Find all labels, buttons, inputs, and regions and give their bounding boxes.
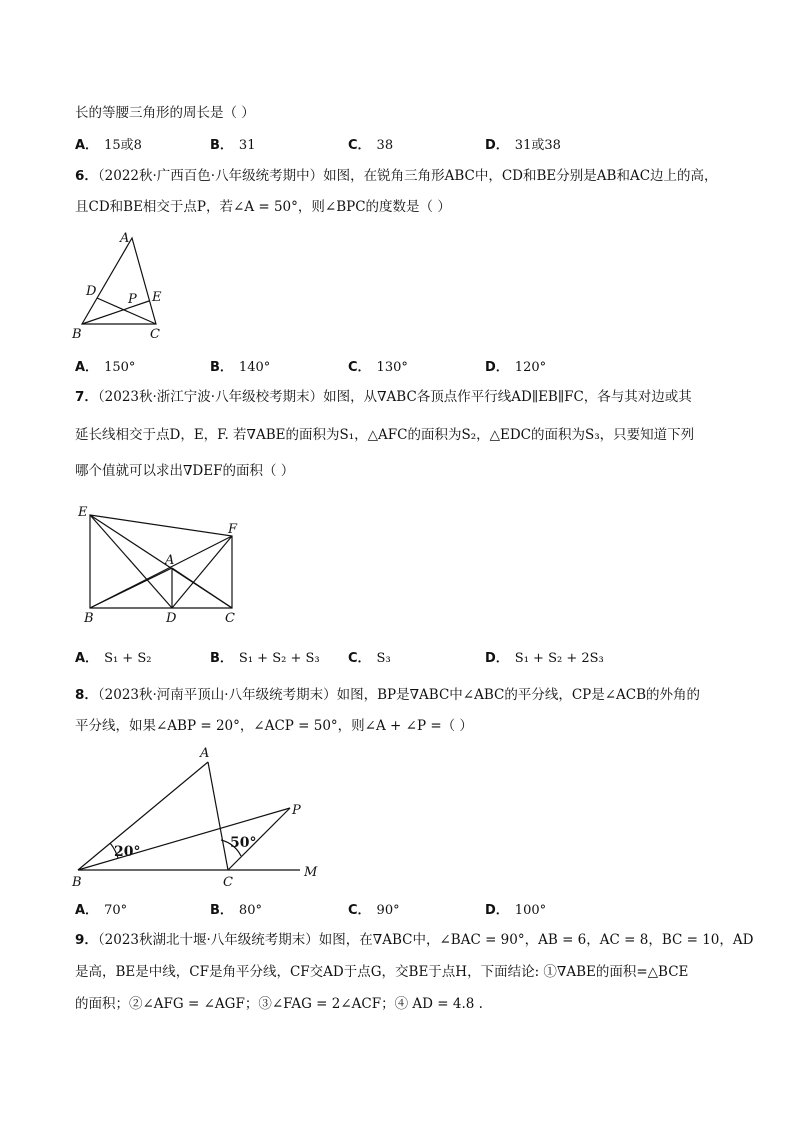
q8-line1: 8．（2023秋·河南平顶山·八年级统考期末）如图，BP是∇ABC中∠ABC的平分线，CP是∠ACB的外角的 [75, 687, 701, 703]
q9-line2: 是高，BE是中线，CF是角平分线，CF交AD于点G，交BE于点H，下面结论: ①∇ABE的面积=△BCE [75, 964, 689, 980]
q7-line-bf [90, 536, 232, 608]
q5-choice-c[interactable]: C． 38 [348, 138, 394, 153]
q6-label-a: A [120, 231, 130, 246]
q7-number: 7． [75, 389, 98, 405]
q7-choice-a[interactable]: A． S₁ + S₂ [75, 651, 152, 666]
q6-label-p: P [128, 292, 137, 307]
q6-choices [75, 356, 715, 376]
q7-line3: 哪个值就可以求出∇DEF的面积（ ） [75, 463, 295, 479]
q9-line1: 9．（2023秋湖北十堰·八年级统考期末）如图，在∇ABC中，∠BAC = 90°，AB = 6，AC = 8，BC = 10，AD [75, 932, 754, 948]
q8-choices [75, 899, 715, 919]
q8-number: 8． [75, 687, 98, 703]
q8-choice-a[interactable]: A． 70° [75, 903, 128, 918]
q8-side-ac [208, 762, 228, 870]
q7-label-c: C [225, 611, 235, 626]
q7-line-ed [90, 515, 175, 608]
q6-line1: 6．（2022秋·广西百色·八年级统考期中）如图，在锐角三角形ABC中，CD和BE分别是AB和AC边上的高， [75, 168, 718, 184]
q7-label-a: A [165, 553, 175, 568]
q8-label-p: P [292, 803, 301, 818]
q8-label-20deg: 20° [114, 844, 141, 860]
q7-choice-d[interactable]: D． S₁ + S₂ + 2S₃ [485, 651, 604, 666]
q6-choice-a[interactable]: A． 150° [75, 360, 136, 375]
q8-choice-c[interactable]: C． 90° [348, 903, 400, 918]
q6-number: 6． [75, 168, 98, 184]
q7-choice-b[interactable]: B． S₁ + S₂ + S₃ [210, 651, 320, 666]
q7-line-df [172, 536, 232, 608]
q5-choice-d[interactable]: D． 31或38 [485, 138, 561, 153]
q6-label-d: D [86, 284, 97, 299]
q8-label-a: A [200, 746, 210, 761]
q8-angle-bisector-figure [70, 740, 340, 890]
q8-choice-d[interactable]: D． 100° [485, 903, 547, 918]
q7-line2: 延长线相交于点D，E，F. 若∇ABE的面积为S₁，△AFC的面积为S₂，△EDC的面积为S₃，只要知道下列 [75, 427, 695, 443]
q9-number: 9． [75, 932, 98, 948]
q6-choice-b[interactable]: B． 140° [210, 360, 271, 375]
q8-label-b: B [72, 875, 82, 890]
q7-label-e: E [78, 505, 88, 520]
q5-text: 长的等腰三角形的周长是（ ） [75, 105, 255, 121]
q7-label-d: D [166, 611, 177, 626]
q6-triangle-figure [70, 228, 180, 343]
q5-choice-a[interactable]: A． 15或8 [75, 138, 142, 153]
q6-label-b: B [72, 327, 82, 342]
q5-choice-b[interactable]: B． 31 [210, 138, 256, 153]
q8-line2: 平分线，如果∠ABP = 20°，∠ACP = 50°，则∠A + ∠P =（ ） [75, 718, 473, 734]
q7-line-ac [172, 568, 232, 608]
q8-choice-b[interactable]: B． 80° [210, 903, 262, 918]
q6-line2: 且CD和BE相交于点P，若∠A = 50°，则∠BPC的度数是（ ） [75, 199, 451, 215]
q8-label-50deg: 50° [230, 835, 257, 851]
q7-line1: 7．（2023秋·浙江宁波·八年级校考期末）如图，从∇ABC各顶点作平行线AD∥EB∥FC，各与其对边或其 [75, 389, 692, 405]
q7-choice-c[interactable]: C． S₃ [348, 651, 391, 666]
q6-choice-c[interactable]: C． 130° [348, 360, 408, 375]
q5-choices [75, 134, 715, 154]
q8-label-c: C [223, 875, 233, 890]
q7-parallel-lines-figure [70, 500, 250, 628]
q9-line3: 的面积；②∠AFG = ∠AGF；③∠FAG = 2∠ACF；④ AD = 4.8 . [75, 996, 483, 1012]
q7-choices [75, 647, 715, 667]
q6-label-e: E [152, 290, 162, 305]
q6-label-c: C [150, 327, 160, 342]
q6-choice-d[interactable]: D． 120° [485, 360, 547, 375]
q7-label-b: B [84, 611, 94, 626]
q6-altitude-be [82, 301, 149, 324]
q8-side-ba [78, 762, 208, 870]
q8-label-m: M [304, 865, 318, 880]
q7-label-f: F [228, 522, 238, 537]
